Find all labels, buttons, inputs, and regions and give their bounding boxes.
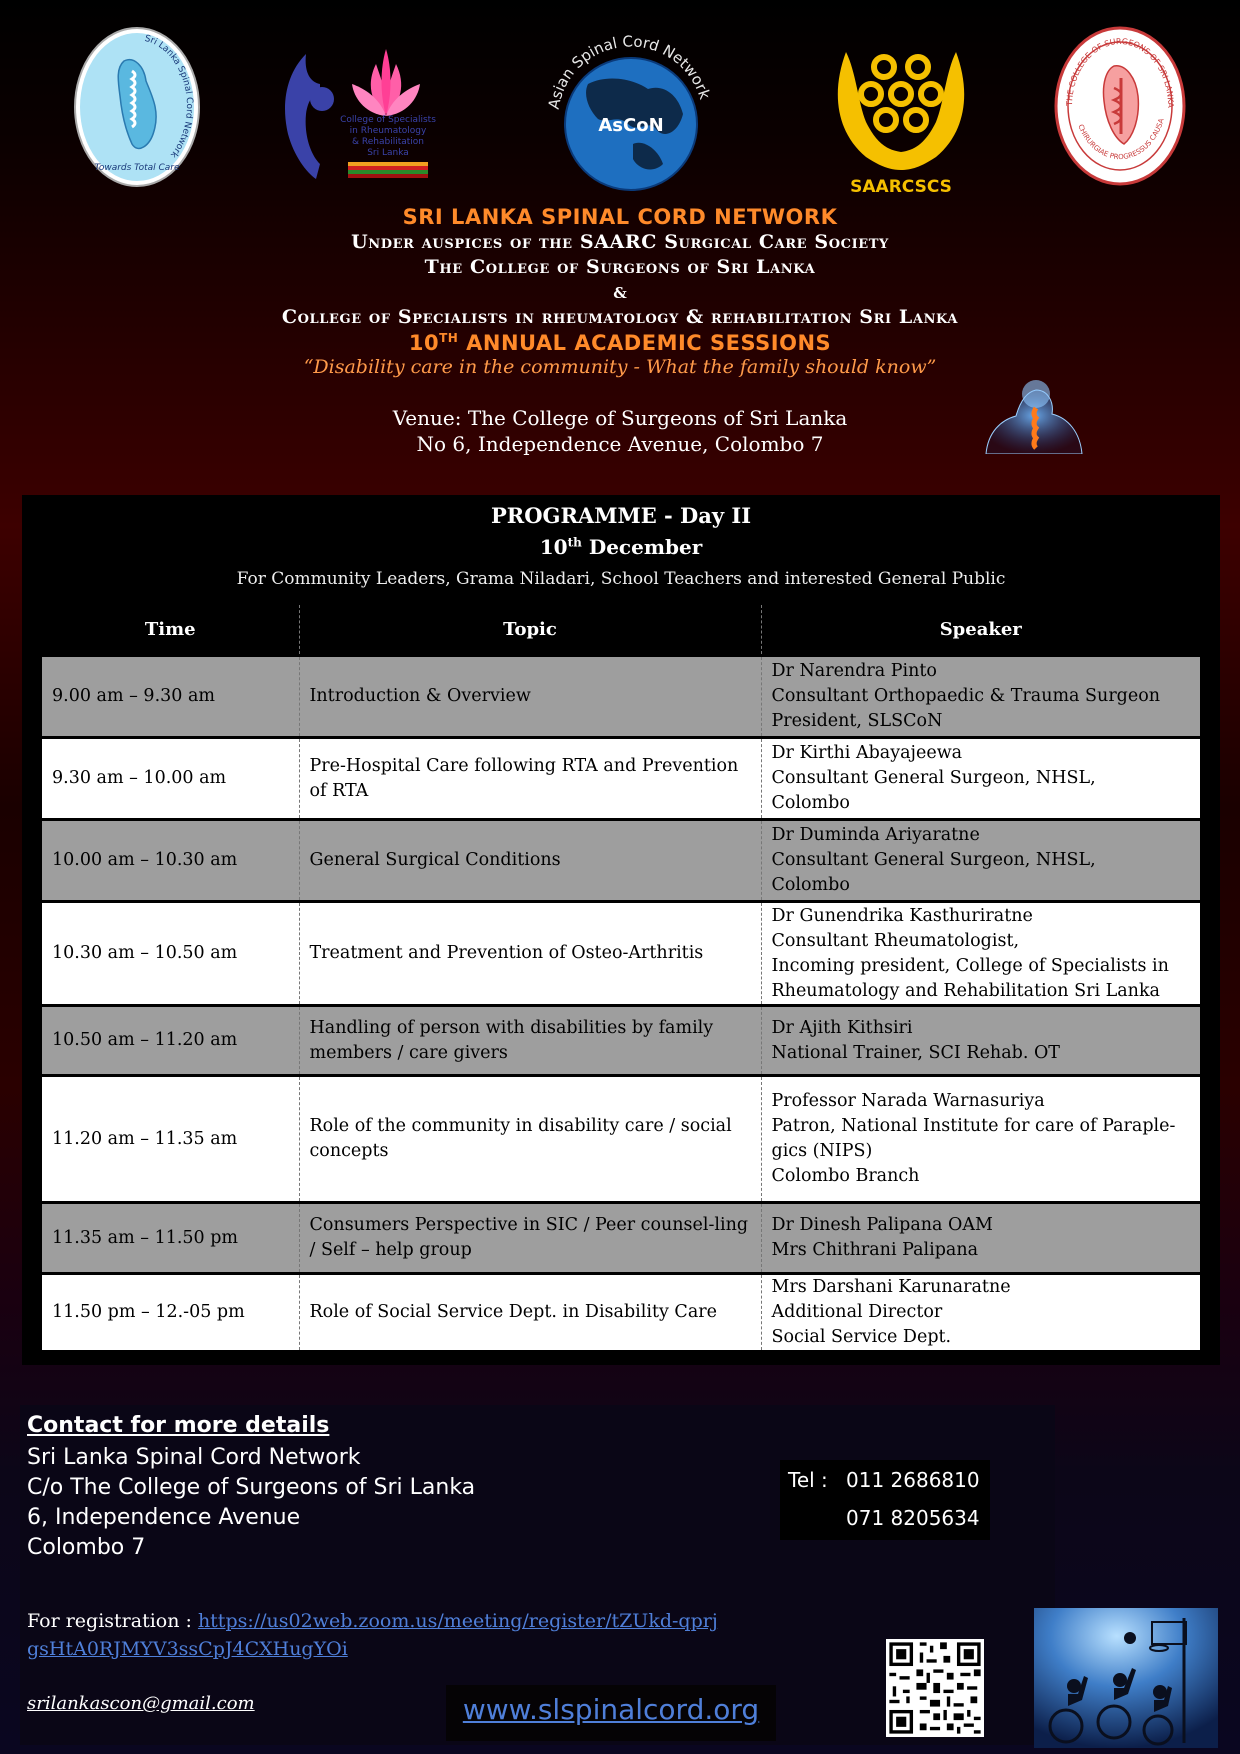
svg-text:Sri Lanka Spinal Cord Network: Sri Lanka Spinal Cord Network bbox=[143, 33, 194, 160]
table-header-row bbox=[42, 605, 1200, 656]
row-topic: Consumers Perspective in SIC / Peer counsel-ling / Self – help group bbox=[299, 1203, 761, 1274]
venue-line-1: Venue: The College of Surgeons of Sri Lanka bbox=[392, 406, 848, 430]
svg-text:Asian Spinal Cord Network: Asian Spinal Cord Network bbox=[544, 32, 714, 111]
column-header-speaker: Speaker bbox=[761, 605, 1200, 656]
spine-figure-image bbox=[976, 372, 1088, 454]
row-time: 11.35 am – 11.50 pm bbox=[42, 1203, 299, 1274]
website-link[interactable]: www.slspinalcord.org bbox=[462, 1693, 760, 1726]
row-time: 10.30 am – 10.50 am bbox=[42, 902, 299, 1006]
row-speaker: Mrs Darshani Karunaratne Additional Director Social Service Dept. bbox=[761, 1274, 1200, 1351]
contact-line: Sri Lanka Spinal Cord Network bbox=[27, 1445, 361, 1470]
row-time: 11.20 am – 11.35 am bbox=[42, 1076, 299, 1203]
table-row bbox=[42, 738, 1200, 820]
auspices-line: Under auspices of the SAARC Surgical Care Society bbox=[351, 231, 889, 253]
row-time: 10.00 am – 10.30 am bbox=[42, 820, 299, 902]
telephone-box bbox=[780, 1460, 990, 1540]
table-row bbox=[42, 1006, 1200, 1076]
row-speaker: Dr Ajith Kithsiri National Trainer, SCI Rehab. OT bbox=[761, 1006, 1200, 1076]
slscon-logo bbox=[72, 26, 202, 188]
row-topic: Treatment and Prevention of Osteo-Arthritis bbox=[299, 902, 761, 1006]
svg-text:THE COLLEGE OF SURGEONS OF SRI: THE COLLEGE OF SURGEONS OF SRI LANKA bbox=[1064, 36, 1176, 108]
contact-line: C/o The College of Surgeons of Sri Lanka bbox=[27, 1475, 476, 1500]
row-time: 10.50 am – 11.20 am bbox=[42, 1006, 299, 1076]
wheelchair-basketball-image bbox=[1034, 1608, 1218, 1748]
programme-title: PROGRAMME - Day II bbox=[490, 503, 752, 528]
svg-text:in Rheumatology: in Rheumatology bbox=[349, 126, 427, 136]
column-header-time: Time bbox=[42, 605, 299, 656]
svg-text:Sri Lanka: Sri Lanka bbox=[367, 148, 409, 158]
tel-number-2[interactable]: 071 8205634 bbox=[846, 1506, 980, 1530]
table-row bbox=[42, 1274, 1200, 1351]
network-title: SRI LANKA SPINAL CORD NETWORK bbox=[402, 205, 838, 229]
cssl-seal-logo bbox=[1054, 26, 1186, 186]
row-speaker: Dr Duminda Ariyaratne Consultant General Surgeon, NHSL, Colombo bbox=[761, 820, 1200, 902]
registration-link[interactable]: https://us02web.zoom.us/meeting/register/tZUkd-qprjgsHtA0RJMYV3ssCpJ4CXHugYOi bbox=[27, 1610, 718, 1660]
programme-panel bbox=[22, 495, 1220, 1365]
row-topic: Pre-Hospital Care following RTA and Prevention of RTA bbox=[299, 738, 761, 820]
svg-text:CHIRURGIAE PROGRESSUS CAUSA: CHIRURGIAE PROGRESSUS CAUSA bbox=[1076, 117, 1166, 162]
row-time: 9.00 am – 9.30 am bbox=[42, 656, 299, 738]
row-speaker: Dr Dinesh Palipana OAM Mrs Chithrani Palipana bbox=[761, 1203, 1200, 1274]
registration-line bbox=[27, 1607, 727, 1663]
college-specialists-line: College of Specialists in rheumatology & rehabilitation Sri Lanka bbox=[281, 306, 959, 328]
row-speaker: Dr Kirthi Abayajeewa Consultant General Surgeon, NHSL, Colombo bbox=[761, 738, 1200, 820]
svg-text:College of Specialists: College of Specialists bbox=[340, 115, 436, 125]
csrr-lotus-logo bbox=[276, 44, 441, 184]
svg-text:AsCoN: AsCoN bbox=[598, 115, 664, 136]
row-topic: Introduction & Overview bbox=[299, 656, 761, 738]
table-row bbox=[42, 1203, 1200, 1274]
saarcscs-hands-logo bbox=[826, 32, 976, 197]
svg-text:Towards Total Care: Towards Total Care bbox=[94, 163, 180, 173]
contact-line: 6, Independence Avenue bbox=[27, 1505, 301, 1530]
table-row bbox=[42, 820, 1200, 902]
website-box bbox=[446, 1685, 776, 1741]
row-speaker: Dr Gunendrika Kasthuriratne Consultant Rheumatologist, Incoming president, College of Specialists in Rheumatology and Rehabilitation Sri Lanka bbox=[761, 902, 1200, 1006]
row-speaker: Dr Narendra Pinto Consultant Orthopaedic & Trauma Surgeon President, SLSCoN bbox=[761, 656, 1200, 738]
contact-line: Colombo 7 bbox=[27, 1535, 146, 1560]
ascon-globe-logo bbox=[538, 24, 723, 194]
row-topic: General Surgical Conditions bbox=[299, 820, 761, 902]
venue-line-2: No 6, Independence Avenue, Colombo 7 bbox=[416, 432, 824, 456]
row-topic: Role of Social Service Dept. in Disability Care bbox=[299, 1274, 761, 1351]
tel-number-1[interactable]: 011 2686810 bbox=[846, 1468, 980, 1492]
row-topic: Handling of person with disabilities by family members / care givers bbox=[299, 1006, 761, 1076]
tel-label: Tel : bbox=[788, 1468, 828, 1492]
email-link[interactable]: srilankascon@gmail.com bbox=[27, 1693, 255, 1714]
programme-audience: For Community Leaders, Grama Niladari, School Teachers and interested General Public bbox=[236, 569, 1006, 589]
table-row bbox=[42, 902, 1200, 1006]
row-time: 9.30 am – 10.00 am bbox=[42, 738, 299, 820]
contact-section bbox=[20, 1405, 1055, 1745]
theme-tagline: “Disability care in the community - What the family should know” bbox=[303, 356, 937, 378]
contact-heading: Contact for more details bbox=[27, 1413, 330, 1438]
qr-code bbox=[886, 1639, 984, 1737]
row-speaker: Professor Narada Warnasuriya Patron, National Institute for care of Paraple- gics (NIPS) Colombo Branch bbox=[761, 1076, 1200, 1203]
programme-date: 10th December bbox=[539, 535, 703, 559]
table-row bbox=[42, 656, 1200, 738]
programme-table bbox=[42, 605, 1200, 1350]
row-time: 11.50 pm – 12.-05 pm bbox=[42, 1274, 299, 1351]
svg-text:SAARCSCS: SAARCSCS bbox=[850, 177, 952, 197]
column-header-topic: Topic bbox=[299, 605, 761, 656]
college-surgeons-line: The College of Surgeons of Sri Lanka bbox=[424, 256, 816, 278]
ampersand: & bbox=[613, 284, 627, 302]
registration-label: For registration : bbox=[27, 1610, 198, 1632]
annual-sessions-title: 10TH ANNUAL ACADEMIC SESSIONS bbox=[408, 331, 832, 355]
table-row bbox=[42, 1076, 1200, 1203]
svg-text:& Rehabilitation: & Rehabilitation bbox=[352, 137, 424, 147]
row-topic: Role of the community in disability care / social concepts bbox=[299, 1076, 761, 1203]
